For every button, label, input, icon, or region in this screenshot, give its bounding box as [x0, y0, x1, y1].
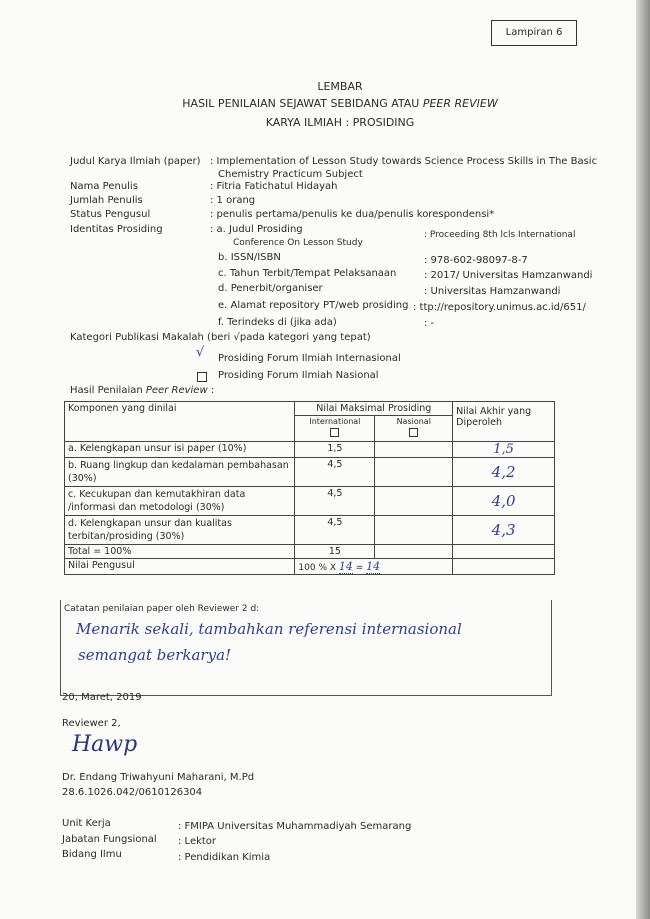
scan-edge — [636, 0, 650, 919]
row-komponen: d. Kelengkapan unsur dan kualitas terbitan/prosiding (30%) — [65, 516, 295, 545]
total-row — [65, 545, 555, 559]
row-nasional — [375, 442, 453, 458]
judul-value: : Implementation of Lesson Study towards Science Process Skills in The Basic — [210, 156, 598, 167]
identitas-a-label: : a. Judul Prosiding — [210, 224, 303, 235]
title-karya: KARYA ILMIAH : PROSIDING — [265, 116, 415, 129]
header-nilai-akhir: Nilai Akhir yang Diperoleh — [453, 402, 555, 442]
nilai-pengusul-akhir — [453, 559, 555, 575]
row-nasional — [375, 458, 453, 487]
header-nilai-maks: Nilai Maksimal Prosiding — [295, 402, 453, 416]
hasil-label-colon: : — [207, 385, 215, 396]
checkbox-icon — [330, 428, 339, 437]
hasil-label-text: Hasil Penilaian — [70, 385, 146, 396]
reviewer-id: 28.6.1026.042/0610126304 — [62, 787, 203, 798]
hasil-label — [70, 385, 214, 396]
identitas-d-label: d. Penerbit/organiser — [218, 283, 323, 294]
nama-value: : Fitria Fatichatul Hidayah — [210, 181, 338, 192]
identitas-f-label: f. Terindeks di (jika ada) — [218, 317, 337, 328]
row-nasional — [375, 516, 453, 545]
kategori-opt-internasional: Prosiding Forum Ilmiah Internasional — [218, 353, 401, 364]
jabatan-value: : Lektor — [178, 836, 217, 847]
table-row — [65, 487, 555, 516]
row-akhir: 1,5 — [453, 442, 555, 458]
checkbox-icon — [409, 428, 418, 437]
nilai-pengusul-formula — [295, 559, 453, 575]
table-row — [65, 458, 555, 487]
row-nasional — [375, 487, 453, 516]
identitas-c-label: c. Tahun Terbit/Tempat Pelaksanaan — [218, 268, 397, 279]
identitas-f-value: : - — [424, 318, 435, 329]
total-akhir — [453, 545, 555, 559]
identitas-e-value: : ttp://repository.unimus.ac.id/651/ — [413, 302, 586, 313]
identitas-e-label: e. Alamat repository PT/web prosiding — [218, 300, 409, 311]
title-peer-review: PEER REVIEW — [422, 97, 498, 110]
row-maks: 4,5 — [295, 516, 375, 545]
jumlah-value: : 1 orang — [210, 195, 256, 206]
identitas-b-value: : 978-602-98097-8-7 — [424, 255, 528, 266]
nilai-eq: = — [352, 563, 367, 573]
hasil-label-italic: Peer Review — [145, 385, 208, 396]
row-akhir: 4,2 — [453, 458, 555, 487]
total-value: 15 — [295, 545, 375, 559]
judul-value-cont: Chemistry Practicum Subject — [218, 169, 363, 180]
identitas-b-label: b. ISSN/ISBN — [218, 252, 281, 263]
header-internasional-text: International — [309, 417, 361, 426]
nilai-prefix: 100 % X — [298, 563, 339, 573]
jumlah-label: Jumlah Penulis — [70, 195, 143, 206]
bidang-label: Bidang Ilmu — [62, 849, 122, 860]
identitas-c-value: : 2017/ Universitas Hamzanwandi — [424, 270, 593, 281]
lampiran-box: Lampiran 6 — [491, 20, 577, 46]
header-nasional-text: Nasional — [396, 417, 431, 426]
identitas-d-value: : Universitas Hamzanwandi — [424, 286, 561, 297]
row-komponen: c. Kecukupan dan kemutakhiran data /informasi dan metodologi (30%) — [65, 487, 295, 516]
nilai-pengusul-label: Nilai Pengusul — [65, 559, 295, 575]
title-hasil — [120, 97, 560, 110]
title-lembar: LEMBAR — [317, 80, 363, 93]
row-akhir: 4,3 — [453, 516, 555, 545]
header-komponen: Komponen yang dinilai — [65, 402, 295, 442]
bidang-value: : Pendidikan Kimia — [178, 852, 271, 863]
nilai-pengusul-row — [65, 559, 555, 575]
signature: Hawp — [72, 732, 138, 757]
catatan-label: Catatan penilaian paper oleh Reviewer 2 d: — [64, 604, 260, 614]
unit-label: Unit Kerja — [62, 818, 111, 829]
catatan-line2: semangat berkarya! — [78, 646, 232, 664]
date: 20, Maret, 2019 — [62, 692, 142, 703]
check-mark-icon: √ — [196, 345, 205, 360]
identitas-a-value: : Proceeding 8th lcls International — [424, 230, 576, 240]
catatan-line1: Menarik sekali, tambahkan referensi internasional — [76, 620, 462, 638]
identitas-a-sub: Conference On Lesson Study — [233, 238, 363, 248]
row-maks: 4,5 — [295, 487, 375, 516]
row-komponen: b. Ruang lingkup dan kedalaman pembahasan (30%) — [65, 458, 295, 487]
judul-label: Judul Karya Ilmiah (paper) — [70, 156, 201, 167]
row-maks: 1,5 — [295, 442, 375, 458]
nilai-x: 14 — [338, 560, 353, 573]
unit-value: : FMIPA Universitas Muhammadiyah Semarang — [178, 821, 412, 832]
kategori-opt-nasional: Prosiding Forum Ilmiah Nasional — [218, 370, 379, 381]
row-akhir: 4,0 — [453, 487, 555, 516]
reviewer-name: Dr. Endang Triwahyuni Maharani, M.Pd — [62, 772, 255, 783]
jabatan-label: Jabatan Fungsional — [62, 834, 157, 845]
table-row — [65, 516, 555, 545]
kategori-label: Kategori Publikasi Makalah (beri √pada kategori yang tepat) — [70, 332, 371, 343]
row-maks: 4,5 — [295, 458, 375, 487]
header-nasional — [375, 416, 453, 442]
penilaian-table — [64, 401, 555, 575]
table-row — [65, 442, 555, 458]
total-nasional — [375, 545, 453, 559]
total-label: Total = 100% — [65, 545, 295, 559]
status-label: Status Pengusul — [70, 209, 151, 220]
reviewer-label: Reviewer 2, — [62, 718, 121, 729]
row-komponen: a. Kelengkapan unsur isi paper (10%) — [65, 442, 295, 458]
title-hasil-text: HASIL PENILAIAN SEJAWAT SEBIDANG ATAU — [182, 97, 423, 110]
nama-label: Nama Penulis — [70, 181, 138, 192]
nilai-result: 14 — [366, 560, 381, 573]
status-value: : penulis pertama/penulis ke dua/penulis korespondensi* — [210, 209, 495, 220]
identitas-label: Identitas Prosiding — [70, 224, 163, 235]
header-internasional — [295, 416, 375, 442]
checkbox-icon — [197, 366, 207, 385]
